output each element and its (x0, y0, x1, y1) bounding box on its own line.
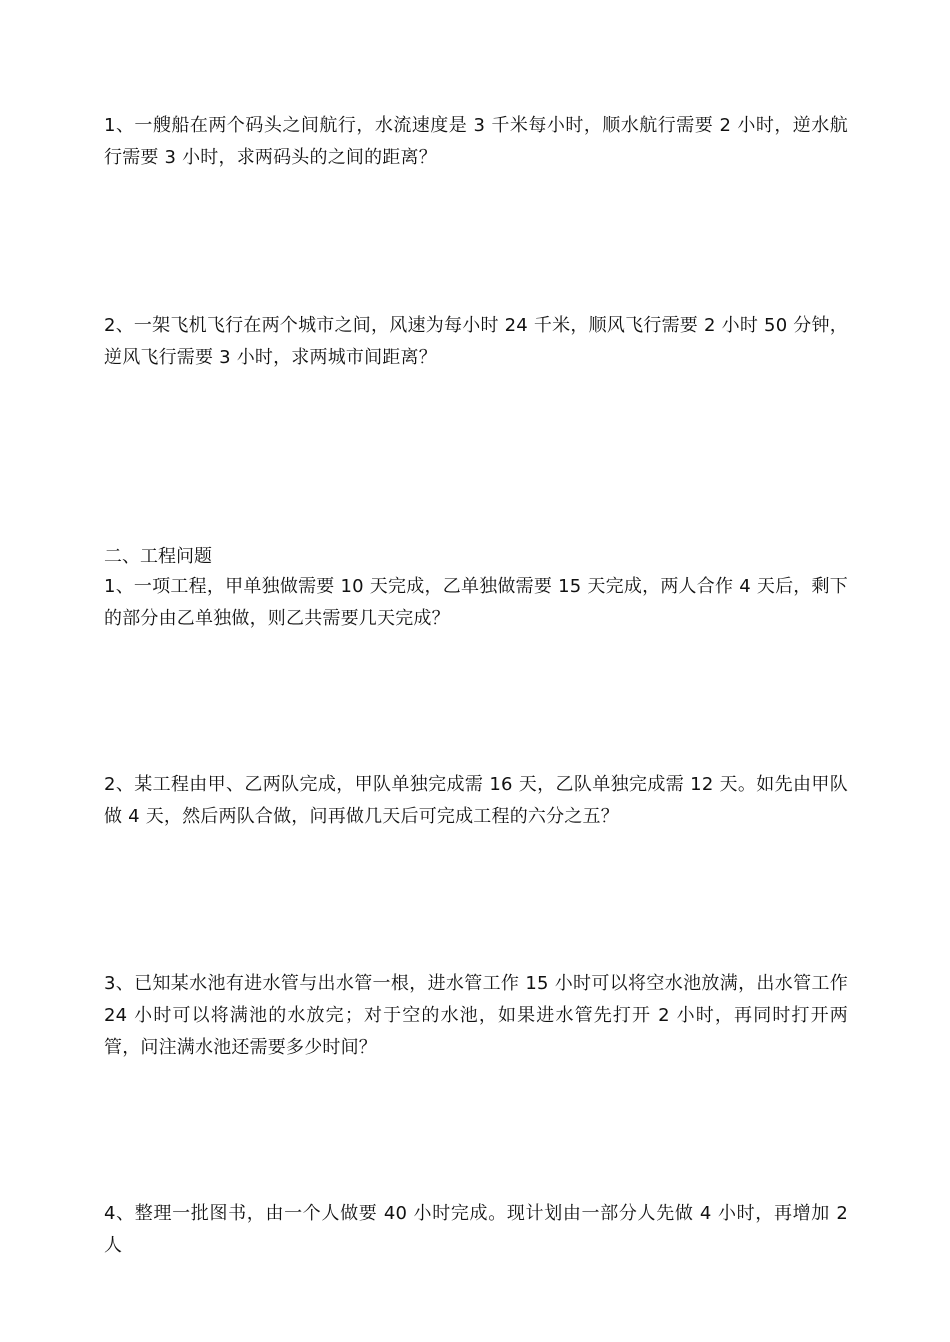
problem-plane-distance: 2、一架飞机飞行在两个城市之间，风速为每小时 24 千米，顺风飞行需要 2 小时 50 分钟，逆风飞行需要 3 小时，求两城市间距离？ (104, 315, 848, 368)
problem-sorting-books: 4、整理一批图书，由一个人做要 40 小时完成。现计划由一部分人先做 4 小时，再增加 2 人 (104, 1203, 848, 1256)
section-heading-engineering: 二、工程问题 (104, 546, 212, 567)
problem-project-cooperation: 1、一项工程，甲单独做需要 10 天完成，乙单独做需要 15 天完成，两人合作 4 天后，剩下的部分由乙单独做，则乙共需要几天完成？ (104, 576, 848, 629)
problem-two-teams: 2、某工程由甲、乙两队完成，甲队单独完成需 16 天，乙队单独完成需 12 天。如先由甲队做 4 天，然后两队合做，问再做几天后可完成工程的六分之五？ (104, 774, 848, 827)
problem-water-pipes: 3、已知某水池有进水管与出水管一根，进水管工作 15 小时可以将空水池放满，出水管工作 24 小时可以将满池的水放完；对于空的水池，如果进水管先打开 2 小时，再同时打开两管，问注满水池还需要多少时间？ (104, 973, 848, 1058)
problem-boat-distance: 1、一艘船在两个码头之间航行，水流速度是 3 千米每小时，顺水航行需要 2 小时，逆水航行需要 3 小时，求两码头的之间的距离？ (104, 115, 848, 168)
